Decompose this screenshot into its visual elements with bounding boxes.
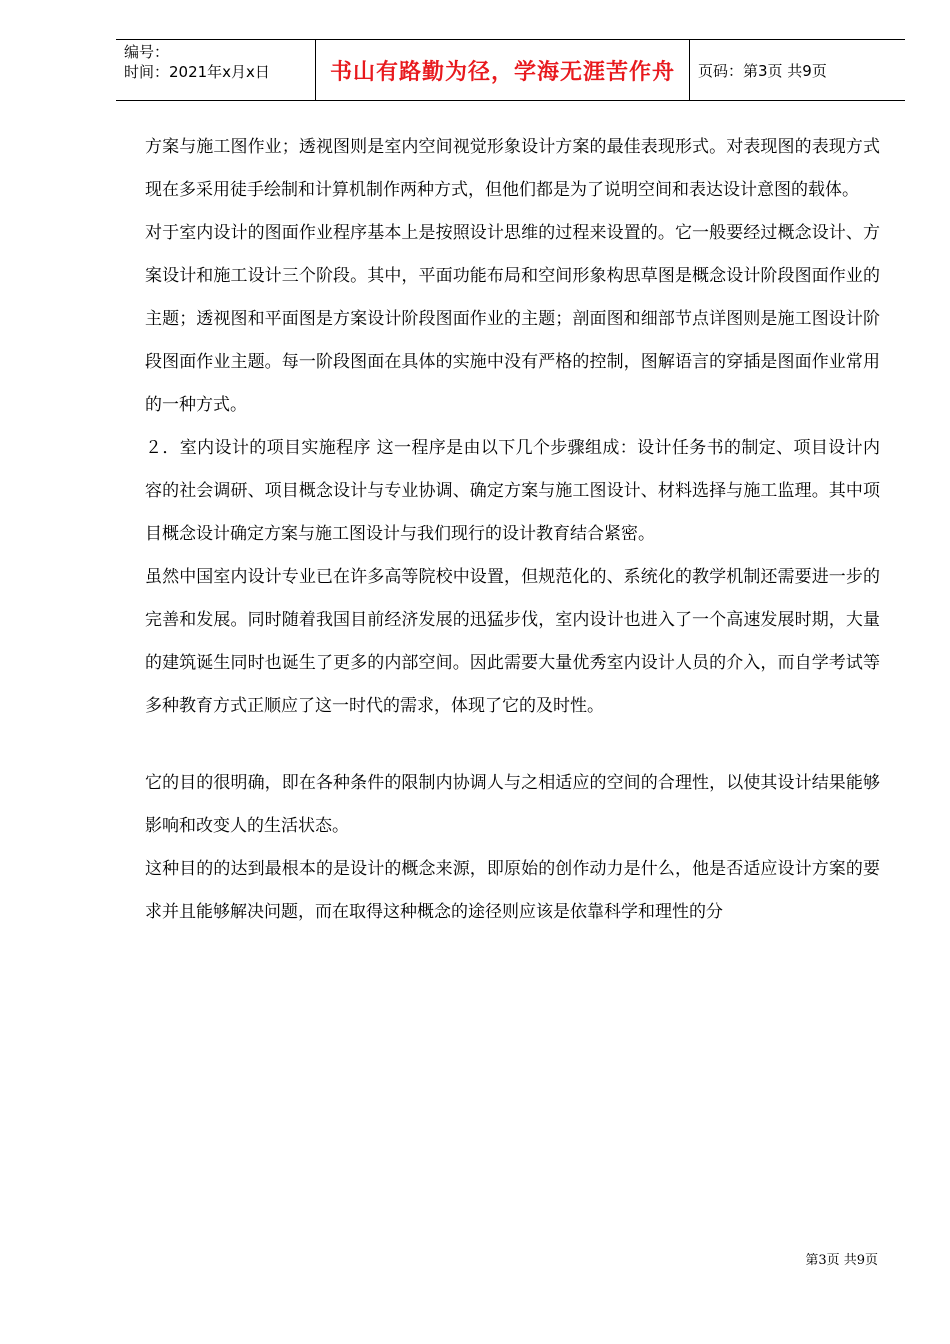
page-footer: 第3页 共9页 [805,1253,878,1268]
paragraph: 这种目的的达到最根本的是设计的概念来源，即原始的创作动力是什么，他是否适应设计方案的要求并且能够解决问题，而在取得这种概念的途径则应该是依靠科学和理性的分 [145,859,880,922]
paragraph: 方案与施工图作业；透视图则是室内空间视觉形象设计方案的最佳表现形式。对表现图的表现方式现在多采用徒手绘制和计算机制作两种方式，但他们都是为了说明空间和表达设计意图的载体。 [145,137,880,200]
header-meta [116,40,316,100]
document-body [145,126,880,934]
paragraph: ２．室内设计的项目实施程序 这一程序是由以下几个步骤组成：设计任务书的制定、项目设计内容的社会调研、项目概念设计与专业协调、确定方案与施工图设计、材料选择与施工监理。其中项目概念设计确定方案与施工图设计与我们现行的设计教育结合紧密。 [145,438,880,544]
paragraph: 对于室内设计的图面作业程序基本上是按照设计思维的过程来设置的。它一般要经过概念设计、方案设计和施工设计三个阶段。其中，平面功能布局和空间形象构思草图是概念设计阶段图面作业的主题；透视图和平面图是方案设计阶段图面作业的主题；剖面图和细部节点详图则是施工图设计阶段图面作业主题。每一阶段图面在具体的实施中没有严格的控制，图解语言的穿插是图面作业常用的一种方式。 [145,223,880,415]
page-header [116,39,905,101]
header-page-number: 页码：第3页 共9页 [698,61,827,80]
paragraph: 虽然中国室内设计专业已在许多高等院校中设置，但规范化的、系统化的教学机制还需要进一步的完善和发展。同时随着我国目前经济发展的迅猛步伐，室内设计也进入了一个高速发展时期，大量的建筑诞生同时也诞生了更多的内部空间。因此需要大量优秀室内设计人员的介入，而自学考试等多种教育方式正顺应了这一时代的需求，体现了它的及时性。 [145,567,880,716]
document-number-label: 编号： [124,43,170,61]
document-time-label: 时间：2021年x月x日 [124,63,270,81]
paragraph: 它的目的很明确，即在各种条件的限制内协调人与之相适应的空间的合理性，以使其设计结果能够影响和改变人的生活状态。 [145,773,880,836]
header-motto: 书山有路勤为径，学海无涯苦作舟 [316,40,690,100]
